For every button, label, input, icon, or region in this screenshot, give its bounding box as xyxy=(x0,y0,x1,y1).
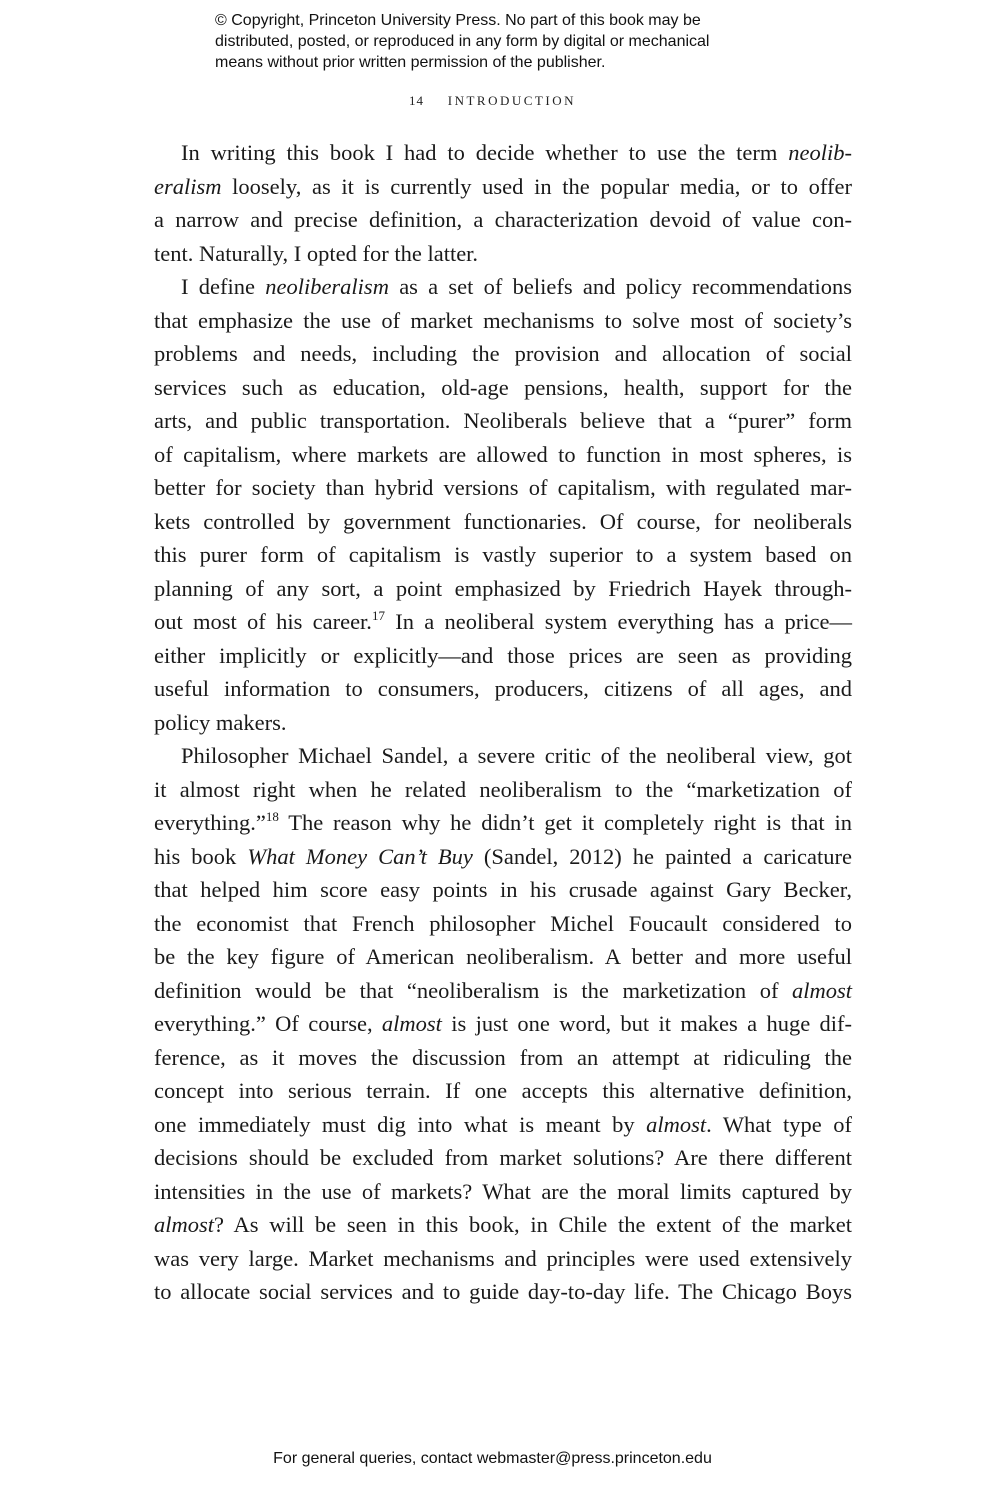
italic-text: eralism xyxy=(154,173,222,199)
footer-contact: For general queries, contact webmaster@press.princeton.edu xyxy=(273,1450,712,1467)
text-run: useful information to consumers, producers, citizens of all ages, and xyxy=(154,676,852,701)
text-line xyxy=(154,170,852,204)
copyright-notice xyxy=(215,10,815,73)
italic-text: almost xyxy=(154,1212,215,1237)
footnote-ref: 17 xyxy=(371,607,385,623)
text-run: problems and needs, including the provision and allocation of social xyxy=(154,341,852,366)
text-line xyxy=(154,1074,852,1108)
text-line xyxy=(154,940,852,974)
text-run: that helped him score easy points in his crusade against Gary Becker, xyxy=(154,877,852,902)
italic-text: neolib- xyxy=(788,140,852,165)
text-line xyxy=(154,806,852,840)
text-line xyxy=(154,371,852,405)
text-run: this purer form of capitalism is vastly superior to a system based on xyxy=(154,542,852,567)
text-run: . What type of xyxy=(706,1111,852,1137)
text-line xyxy=(154,1175,852,1209)
text-line xyxy=(154,974,852,1008)
text-run: services such as education, old-age pensions, health, support for the xyxy=(154,374,852,400)
text-run: of capitalism, where markets are allowed to function in most spheres, is xyxy=(154,441,852,467)
text-line xyxy=(154,1007,852,1041)
text-run: either implicitly or explicitly—and those prices are seen as providing xyxy=(154,642,852,668)
text-run: to allocate social services and to guide day-to-day life. The Chicago Boys xyxy=(154,1279,852,1304)
text-line xyxy=(154,1242,852,1276)
paragraph xyxy=(154,136,852,270)
text-run: one immediately must dig into what is meant by xyxy=(154,1111,647,1137)
text-run: as a set of beliefs and policy recommendations xyxy=(388,274,852,299)
text-run: be the key figure of American neoliberalism. A better and more useful xyxy=(154,944,852,969)
text-line xyxy=(154,1108,852,1142)
text-line xyxy=(154,136,852,170)
text-run: it almost right when he related neoliberalism to the “marketization of xyxy=(154,776,852,802)
text-line xyxy=(154,739,852,773)
text-run: a narrow and precise definition, a characterization devoid of value con- xyxy=(154,207,852,232)
text-run: Philosopher Michael Sandel, a severe critic of the neoliberal view, got xyxy=(181,743,852,768)
text-line xyxy=(154,505,852,539)
text-run: The reason why he didn’t get it completely right is that in xyxy=(278,810,852,835)
text-line xyxy=(154,873,852,907)
text-line xyxy=(154,270,852,304)
text-run: loosely, as it is currently used in the popular media, or to offer xyxy=(221,173,852,199)
text-run: definition would be that “neoliberalism is the marketization of xyxy=(154,977,792,1003)
text-run: policy makers. xyxy=(154,709,287,735)
text-run: concept into serious terrain. If one accepts this alternative definition, xyxy=(154,1078,852,1103)
text-run: tent. Naturally, I opted for the latter. xyxy=(154,240,479,266)
copyright-line: © Copyright, Princeton University Press. No part of this book may be xyxy=(215,12,701,29)
text-run: is just one word, but it makes a huge dif- xyxy=(441,1011,852,1036)
italic-text: almost xyxy=(791,977,852,1003)
text-line xyxy=(154,1275,852,1309)
text-line xyxy=(154,203,852,237)
paragraph xyxy=(154,270,852,739)
copyright-line: distributed, posted, or reproduced in any form by digital or mechanical xyxy=(215,33,710,50)
text-line xyxy=(154,337,852,371)
italic-text: almost xyxy=(646,1111,707,1137)
text-run: intensities in the use of markets? What are the moral limits captured by xyxy=(154,1178,852,1204)
text-run: In a neoliberal system everything has a price— xyxy=(384,609,852,634)
text-line xyxy=(154,840,852,874)
italic-text: almost xyxy=(381,1011,442,1036)
text-line xyxy=(154,1041,852,1075)
copyright-line: means without prior written permission of the publisher. xyxy=(215,54,606,71)
text-line xyxy=(154,1208,852,1242)
text-run: (Sandel, 2012) he painted a caricature xyxy=(472,843,853,869)
text-run: that emphasize the use of market mechanisms to solve most of society’s xyxy=(154,307,852,333)
text-line xyxy=(154,572,852,606)
text-run: I define xyxy=(181,274,266,299)
text-line xyxy=(154,404,852,438)
text-line xyxy=(154,538,852,572)
text-run: planning of any sort, a point emphasized by Friedrich Hayek through- xyxy=(154,575,852,601)
body-text xyxy=(154,136,852,1309)
text-line xyxy=(154,304,852,338)
text-run: arts, and public transportation. Neoliberals believe that a “purer” form xyxy=(154,408,852,433)
text-line xyxy=(154,1141,852,1175)
text-line xyxy=(154,237,852,271)
running-head xyxy=(0,93,985,109)
paragraph xyxy=(154,739,852,1309)
section-title: INTRODUCTION xyxy=(447,93,576,108)
text-run: ? As will be seen in this book, in Chile the extent of the market xyxy=(214,1212,852,1237)
text-line xyxy=(154,639,852,673)
text-run: everything.” Of course, xyxy=(154,1011,382,1036)
text-run: his book xyxy=(154,843,248,869)
text-line xyxy=(154,438,852,472)
text-run: everything.” xyxy=(154,810,266,835)
text-run: decisions should be excluded from market solutions? Are there different xyxy=(154,1145,852,1170)
footnote-ref: 18 xyxy=(265,808,279,824)
text-line xyxy=(154,773,852,807)
text-run: better for society than hybrid versions of capitalism, with regulated mar- xyxy=(154,475,852,500)
page-number: 14 xyxy=(409,93,425,108)
text-run: In writing this book I had to decide whether to use the term xyxy=(181,140,789,165)
text-run: was very large. Market mechanisms and principles were used extensively xyxy=(154,1245,852,1271)
text-line xyxy=(154,471,852,505)
text-run: kets controlled by government functionaries. Of course, for neoliberals xyxy=(154,508,852,534)
italic-text: neoliberalism xyxy=(265,274,389,299)
text-line xyxy=(154,706,852,740)
text-line xyxy=(154,907,852,941)
text-run: the economist that French philosopher Michel Foucault considered to xyxy=(154,910,852,936)
text-line xyxy=(154,605,852,639)
text-line xyxy=(154,672,852,706)
text-run: out most of his career. xyxy=(154,609,372,634)
text-run: ference, as it moves the discussion from an attempt at ridiculing the xyxy=(154,1044,852,1070)
italic-text: What Money Can’t Buy xyxy=(247,843,473,869)
